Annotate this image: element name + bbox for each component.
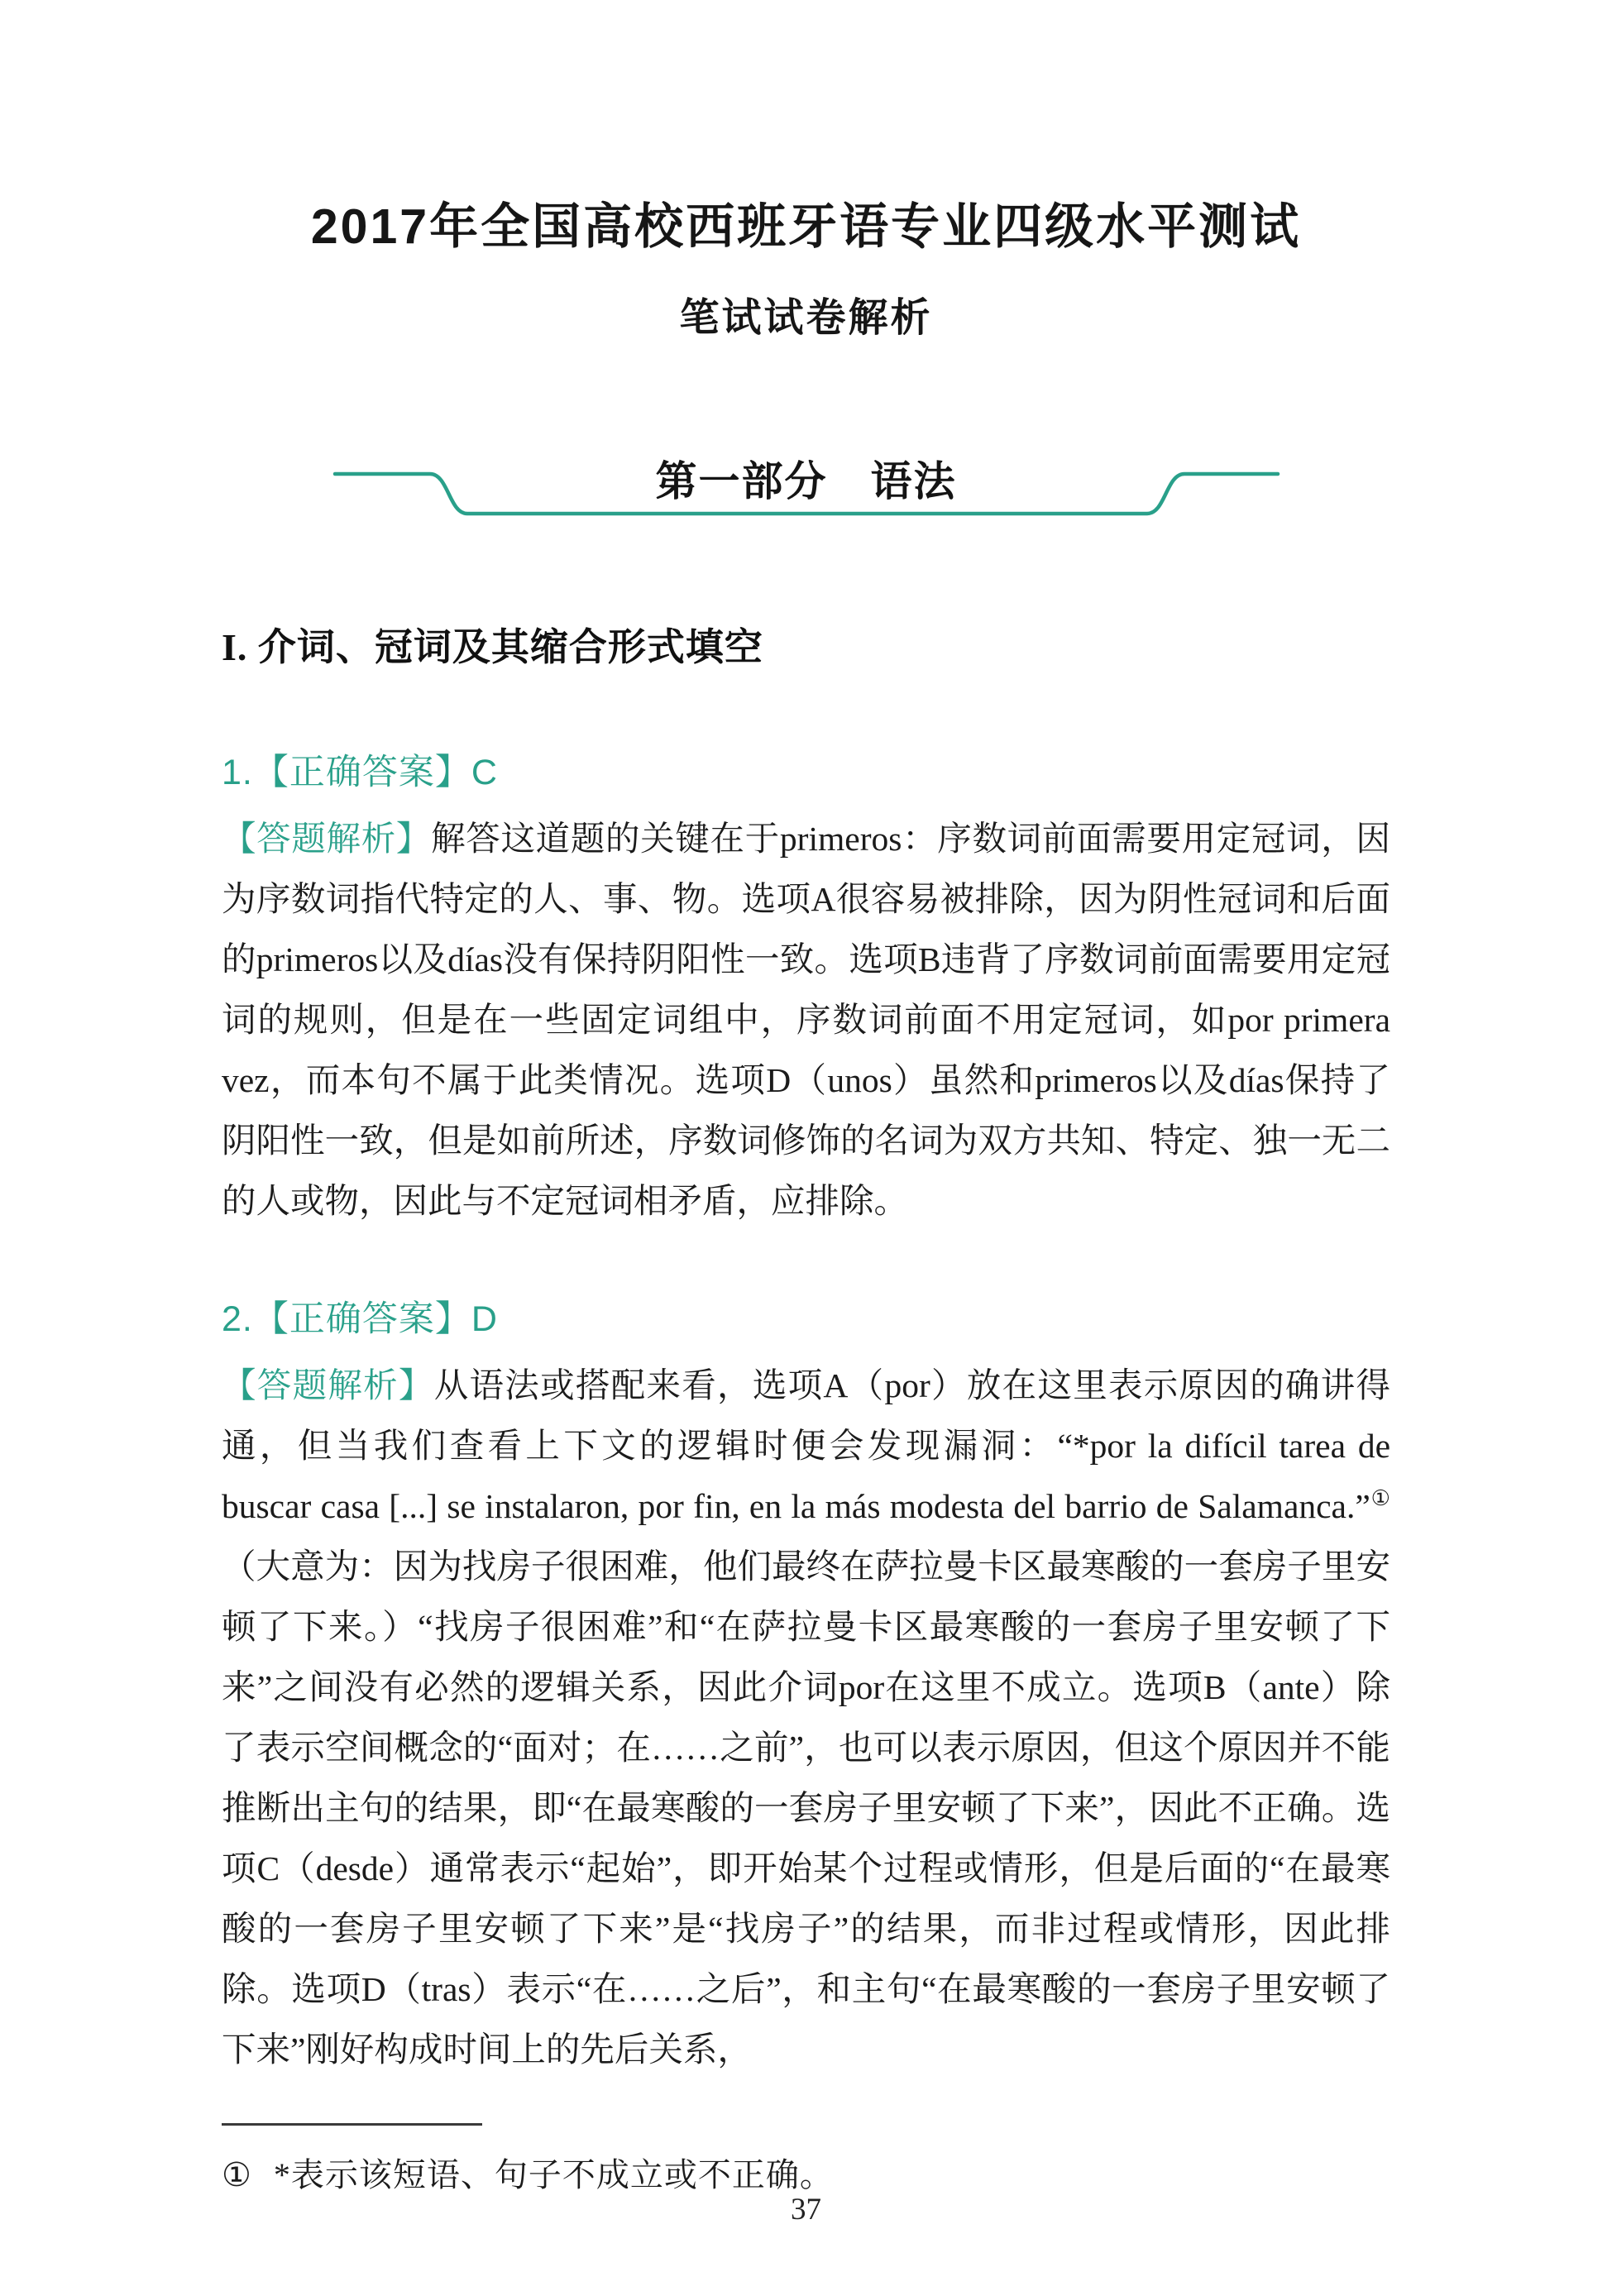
analysis-text: 解答这道题的关键在于primeros：序数词前面需要用定冠词，因为序数词指代特定的人、事、物。选项A很容易被排除，因为阴性冠词和后面的primeros以及días没有保持阴阳性一致。选项B违背了序数词前面需要用定冠词的规则，但是在一些固定词组中，序数词前面不用定冠词，如por primera vez，而本句不属于此类情况。选项D（unos）虽然和primeros以及días保持了阴阳性一致，但是如前所述，序数词修饰的名词为双方共知、特定、独一无二的人或物，因此与不定冠词相矛盾，应排除。: [222, 820, 1390, 1220]
footnote-divider: [222, 2123, 482, 2126]
footnote-text: *表示该短语、句子不成立或不正确。: [273, 2156, 834, 2193]
footnote: [222, 2149, 1390, 2196]
analysis-label: 【答题解析】: [222, 819, 432, 858]
section-heading: I. 介词、冠词及其缩合形式填空: [222, 626, 763, 668]
correct-answer-label: 1.【正确答案】C: [222, 753, 498, 792]
analysis-text: 从语法或搭配来看，选项A（por）放在这里表示原因的确讲得通，但当我们查看上下文的逻辑时便会发现漏洞：“*por la difícil tarea de buscar casa [...] se instalaron, por fin, en la más modesta del barrio de Salamanca.”: [222, 1366, 1390, 1525]
question-item-2: [222, 1291, 1390, 2080]
footnote-marker: ①: [222, 2156, 252, 2193]
analysis-paragraph: [222, 808, 1390, 1232]
analysis-text-continued: （大意为：因为找房子很困难，他们最终在萨拉曼卡区最寒酸的一套房子里安顿了下来。）“找房子很困难”和“在萨拉曼卡区最寒酸的一套房子里安顿了下来”之间没有必然的逻辑关系，因此介词por在这里不成立。选项B（ante）除了表示空间概念的“面对；在……之前”，也可以表示原因，但这个原因并不能推断出主句的结果，即“在最寒酸的一套房子里安顿了下来”，因此不正确。选项C（desde）通常表示“起始”，即开始某个过程或情形，但是后面的“在最寒酸的一套房子里安顿了下来”是“找房子”的结果，而非过程或情形，因此排除。选项D（tras）表示“在……之后”，和主句“在最寒酸的一套房子里安顿了下来”刚好构成时间上的先后关系，: [222, 1547, 1390, 2069]
analysis-paragraph: [222, 1355, 1390, 2080]
document-title: 2017年全国高校西班牙语专业四级水平测试: [310, 199, 1302, 254]
part-banner: [332, 423, 1280, 519]
question-item-1: [222, 744, 1390, 1232]
part-title: 第一部分 语法: [655, 458, 957, 505]
footnote-reference: ①: [1370, 1486, 1390, 1511]
document-subtitle: 笔试试卷解析: [679, 296, 933, 340]
analysis-label: 【答题解析】: [222, 1366, 434, 1404]
page-number: 37: [791, 2193, 821, 2227]
correct-answer-label: 2.【正确答案】D: [222, 1299, 498, 1339]
